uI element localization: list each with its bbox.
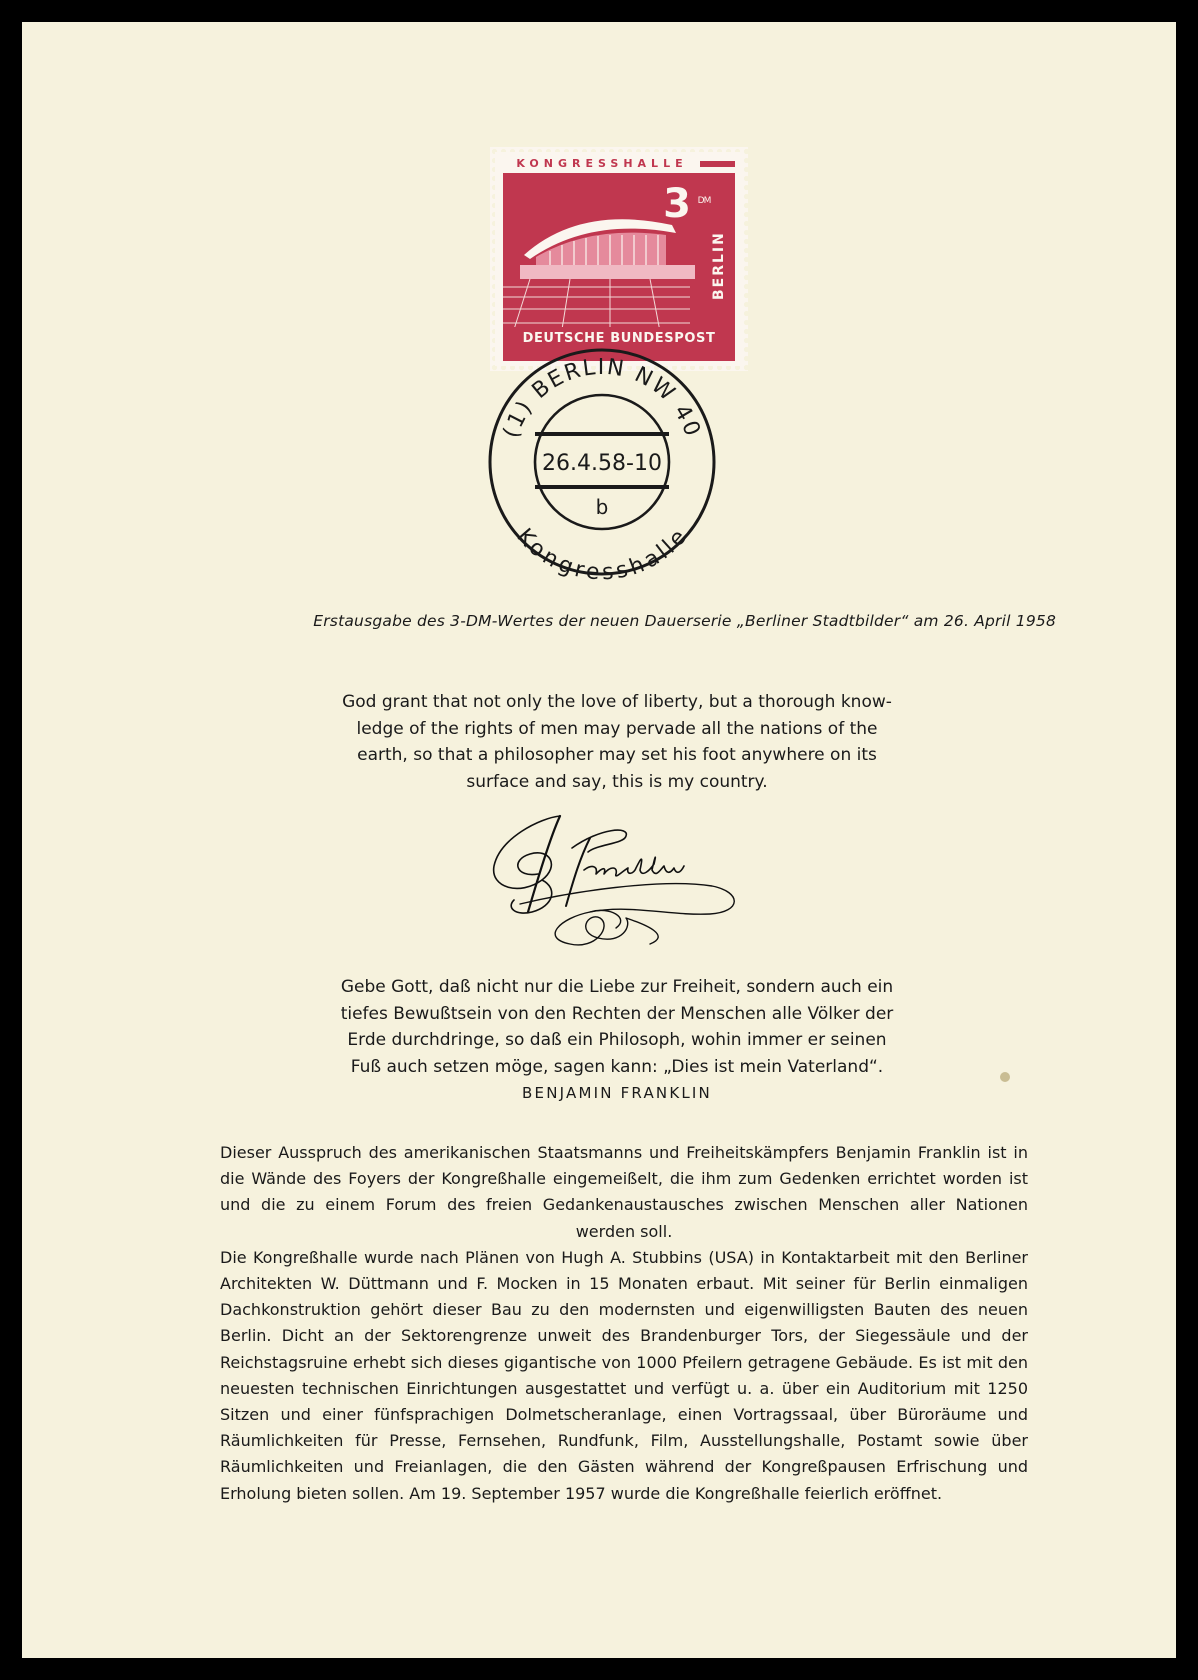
stamp-top-text: KONGRESSHALLE xyxy=(516,157,688,170)
description-paragraph: Dieser Ausspruch des amerikanischen Staatsmanns und Freiheitskämpfers Benjamin Franklin ist in die Wände des Foyers der Kongreßhalle eingemeißelt, die ihm zum Gedenken errichtet worden ist und die zu einem Forum des freien Gedankenaustausches zwischen Menschen aller Nationen werden soll. xyxy=(220,1143,1028,1241)
stamp-bottom-text: DEUTSCHE BUNDESPOST xyxy=(522,331,716,346)
postmark-bottom-text: Kongresshalle xyxy=(511,524,693,586)
quote-german xyxy=(292,974,942,1080)
first-issue-headline: Erstausgabe des 3-DM-Wertes der neuen Dauerserie „Berliner Stadtbilder“ am 26. April 1958 xyxy=(313,612,1056,630)
quote-line: earth, so that a philosopher may set his foot anywhere on its xyxy=(357,745,877,765)
commemorative-sheet xyxy=(22,22,1176,1658)
quote-english xyxy=(292,689,942,795)
quote-line: God grant that not only the love of liberty, but a thorough know- xyxy=(342,692,892,712)
quote-line: tiefes Bewußtsein von den Rechten der Menschen alle Völker der xyxy=(340,1003,894,1024)
postmark-date: 26.4.58-10 xyxy=(542,451,662,476)
quote-line: ledge of the rights of men may pervade all the nations of the xyxy=(356,718,878,739)
quote-author: BENJAMIN FRANKLIN xyxy=(522,1084,712,1102)
paper-spot xyxy=(1000,1072,1010,1082)
franklin-signature xyxy=(480,808,770,956)
postmark-top-text: (1) BERLIN NW 40 xyxy=(498,354,706,442)
postmark-cancellation xyxy=(462,322,742,592)
stamp-currency: DM xyxy=(697,196,711,206)
stamp-value: 3 xyxy=(663,181,691,227)
postmark-letter: b xyxy=(595,495,609,519)
quote-line: Erde durchdringe, so daß ein Philosoph, wohin immer er seinen xyxy=(347,1030,887,1050)
description-paragraph: Die Kongreßhalle wurde nach Plänen von Hugh A. Stubbins (USA) in Kontaktarbeit mit den Berliner Architekten W. Düttmann und F. Mocken in 15 Monaten erbaut. Mit seiner für Berlin einmaligen Dachkonstruktion gehört dieser Bau zu den modernsten und eigenwilligsten Bauten des neuen Berlin. Dicht an der Sektorengrenze unweit des Brandenburger Tors, der Siegessäule und der Reichstagsruine erhebt sich dieses gigantische von 1000 Pfeilern getragene Gebäude. Es ist mit den neuesten technischen Einrichtungen ausgestattet und verfügt u. a. über ein Auditorium mit 1250 Sitzen und einer fünfsprachigen Dolmetscheranlage, einen Vortragssaal, über Büroräume und Räumlichkeiten für Presse, Fernsehen, Rundfunk, Film, Ausstellungshalle, Postamt sowie über Räumlichkeiten und Freianlagen, die den Gästen während der Kongreßpausen Erfrischung und Erholung bieten sollen. Am 19. September 1957 wurde die Kongreßhalle feierlich eröffnet. xyxy=(220,1247,1028,1503)
quote-line: Fuß auch setzen möge, sagen kann: „Dies ist mein Vaterland“. xyxy=(350,1056,884,1077)
description-text xyxy=(220,1140,1028,1507)
stamp-side-text: BERLIN xyxy=(711,231,727,300)
quote-line: Gebe Gott, daß nicht nur die Liebe zur Freiheit, sondern auch ein xyxy=(340,977,894,997)
quote-line: surface and say, this is my country. xyxy=(466,771,768,792)
